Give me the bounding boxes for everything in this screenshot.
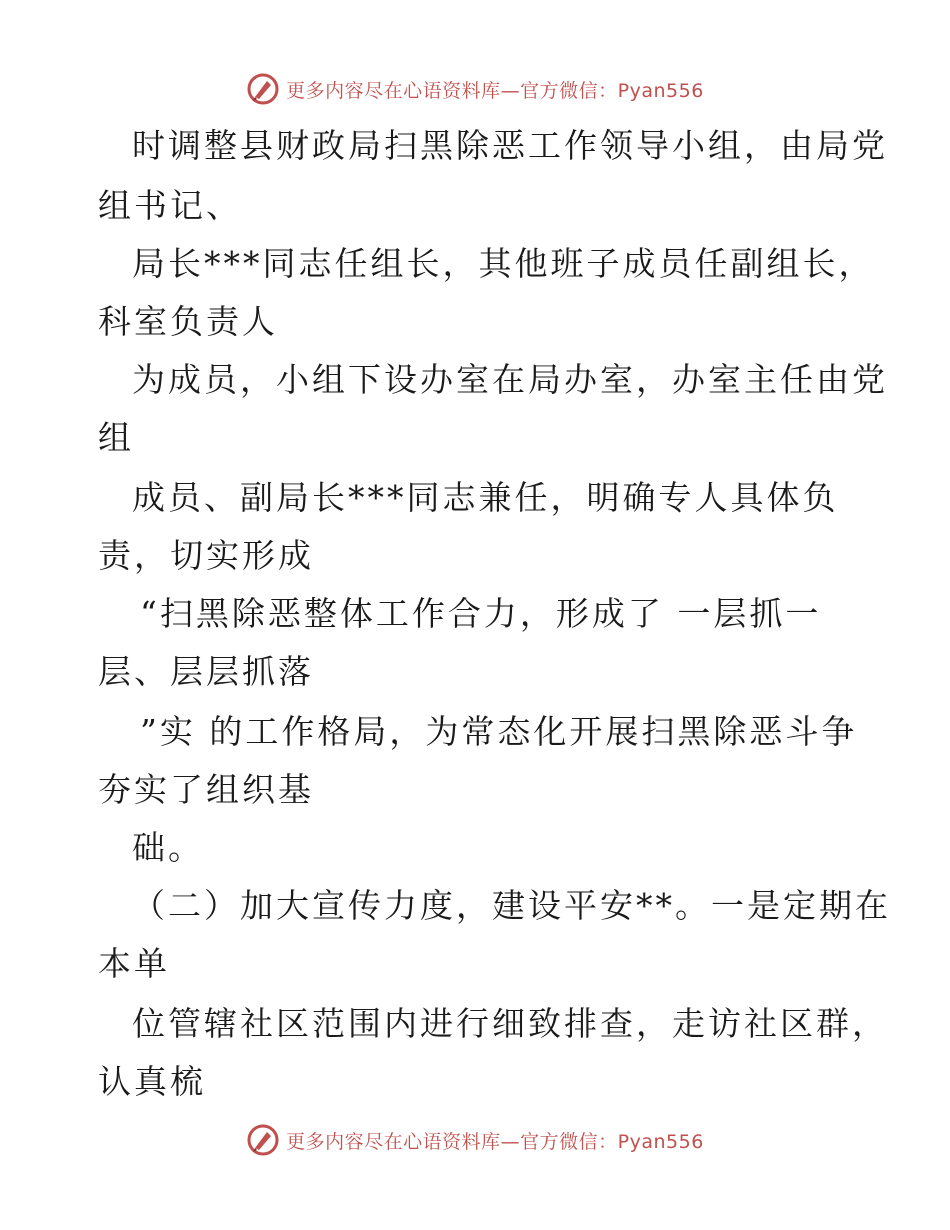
text-line: （二）加大宣传力度，建设平安**。一是定期在 (132, 886, 891, 925)
text-line: 础。 (132, 828, 204, 867)
text-line: 时调整县财政局扫黑除恶工作领导小组，由局党 (132, 126, 888, 165)
watermark-text: 更多内容尽在心语资料库—官方微信：Pyan556 (286, 1130, 704, 1153)
text-line: 组书记、 (98, 186, 242, 225)
text-line: ”实 的工作格局，为常态化开展扫黑除恶斗争 (140, 712, 858, 751)
text-line: 为成员，小组下设办室在局办室，办室主任由党 (132, 360, 888, 399)
text-line: 位管辖社区范围内进行细致排查，走访社区群， (132, 1004, 888, 1043)
text-line: 局长***同志任组长，其他班子成员任副组长， (132, 244, 875, 283)
text-line: 层、层层抓落 (98, 652, 314, 691)
text-line: “扫黑除恶整体工作合力，形成了 一层抓一 (140, 594, 822, 633)
text-line: 科室负责人 (98, 302, 278, 341)
text-line: 认真梳 (98, 1062, 206, 1101)
watermark-text: 更多内容尽在心语资料库—官方微信：Pyan556 (286, 79, 704, 102)
text-line: 组 (98, 418, 134, 457)
text-line: 成员、副局长***同志兼任，明确专人具体负 (132, 478, 839, 517)
text-line: 责，切实形成 (98, 536, 314, 575)
text-line: 夯实了组织基 (98, 770, 314, 809)
pen-logo-icon (246, 1123, 280, 1157)
footer-watermark (0, 1123, 950, 1157)
text-line: 本单 (98, 944, 170, 983)
